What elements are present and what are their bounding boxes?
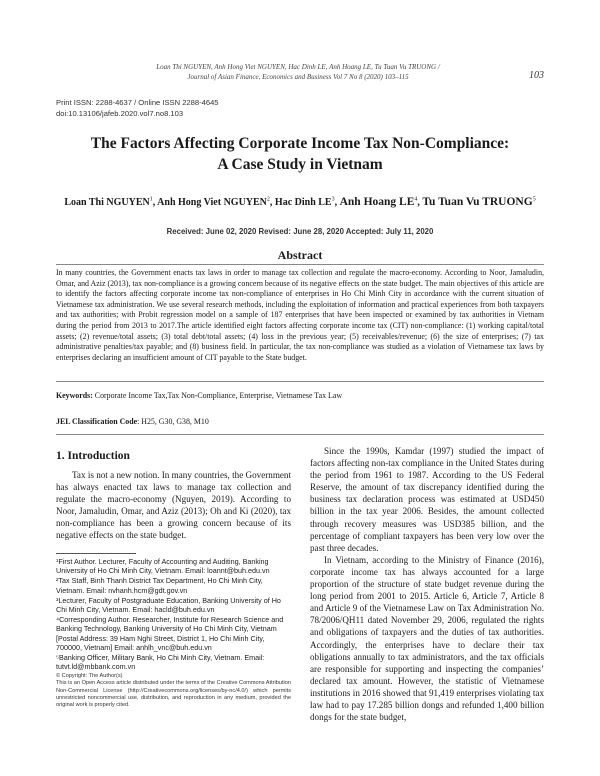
author-name: Anh Hong Viet NGUYEN	[157, 197, 267, 208]
abstract-text: In many countries, the Government enacts tax laws in order to manage tax collection and regulate the macro-economy. According to Noor, Jamaludin, Omar, and Aziz (2013), tax non-compliance is a growing concern because of its negative effects on the state budget. The main objectives of this article are to identify the factors affecting corporate income tax non-compliance of enterprises in Ho Chi Minh City in accordance with the current situation of Vietnamese tax administration. We use several research methods, including the exploitation of information and practical experiences from both taxpayers and tax authorities; with Probit regression model on a sample of 187 enterprises that have been inspected or examined by tax authorities in Vietnam during the period from 2013 to 2017.The article identified eight factors affecting corporate income tax (CIT) non-compliance: (1) working capital/total assets; (2) revenue/total assets; (3) total debt/total assets; (4) loss in the previous year; (5) receivables/revenue; (6) the size of enterprises; (7) tax administrative penalties/tax payable; and (8) business field. In particular, the tax non-compliance was studied as a violation of Vietnamese tax laws by enterprises declaring an insufficient amount of CIT payable to the State budget.	[56, 268, 544, 362]
footnotes	[56, 557, 291, 672]
copyright-notice	[56, 673, 291, 709]
keywords-label: Keywords:	[56, 391, 93, 400]
running-header-journal: Journal of Asian Finance, Economics and Business Vol 7 No 8 (2020) 103–115	[187, 73, 409, 81]
abstract-top-rule	[56, 264, 544, 265]
section-divider-rule	[56, 434, 544, 435]
keywords-text: Corporate Income Tax,Tax Non-Compliance, Enterprise, Vietnamese Tax Law	[92, 391, 343, 400]
paper-title-line-1: The Factors Affecting Corporate Income Tax Non-Compliance:	[90, 135, 510, 152]
author-affiliation-mark: 1	[149, 196, 153, 203]
body-paragraph: Since the 1990s, Kamdar (1997) studied the impact of factors affecting non-tax compliance in the United States during the period from 1961 to 1987. According to the US Federal Reserve, the amount of tax discrepancy identified during the business tax declaration process was estimated at USD450 billion in the tax year 2006. Besides, the amount collected through recovery measures was USD385 billion, and the percentage of compliant taxpayers has been very low over the past three decades.	[310, 446, 544, 553]
body-paragraph: In Vietnam, according to the Ministry of Finance (2016), corporate income tax has always accounted for a large proportion of the structure of state budget revenue during the long period from 2001 to 2015. Article 6, Article 7, Article 8 and Article 9 of the Vietnamese Law on Tax Administration No. 78/2006/QH11 dated November 29, 2006, regulated the rights and obligations of taxpayers and the duties of tax authorities. Accordingly, the enterprises have to declare their tax obligations annually to tax administrators, and the tax officials are responsible for supporting and inspecting the companies’ declared tax amount. However, the statistic of Vietnamese institutions in 2016 showed that 91,419 enterprises violating tax law had to pay 17.285 billion dongs and refunded 1,400 billion dongs for the state budget,	[310, 554, 544, 723]
author-affiliation-mark: 5	[532, 196, 536, 203]
copyright-line: © Copyright: The Author(s)	[56, 673, 123, 679]
footnote: ³Lecturer, Faculty of Postgraduate Education, Banking University of Ho Chi Minh City, Vietnam. Email: hacld@buh.edu.vn	[56, 595, 281, 615]
jel-classification	[56, 417, 544, 426]
abstract-heading: Abstract	[277, 248, 323, 262]
doi-line: doi:10.13106/jafeb.2020.vol7.no8.103	[56, 108, 184, 118]
paper-title-line-2: A Case Study in Vietnam	[217, 156, 383, 173]
author-name: Loan Thi NGUYEN	[64, 197, 150, 208]
footnote: ¹First Author. Lecturer, Faculty of Accounting and Auditing, Banking University of Ho Chi Minh City, Vietnam. Email: loannt@buh.edu.vn	[56, 557, 270, 576]
footnote: ⁵Banking Officer, Military Bank, Ho Chi Minh City, Vietnam. Email: tutvt.ld@mbbank.com.vn	[56, 653, 265, 672]
author-list: Loan Thi NGUYEN$^1$, Anh Hong Viet NGUYEN$^2$, Hac Dinh $LE^3$, Anh Hoang $LE^4$, Tu Tuan Vu TRUONG$^5$	[64, 196, 536, 208]
footnote: ²Tax Staff, Binh Thanh District Tax Department, Ho Chi Minh City, Vietnam. Email: nvhanh.hcm@gdt.gov.vn	[56, 576, 263, 595]
jel-label: JEL Classification Code	[56, 417, 138, 426]
page-number: 103	[529, 70, 544, 81]
author-name: Hac Dinh LE	[274, 197, 332, 208]
license-text: This is an Open Access article distributed under the terms of the Creative Commons Attribution Non-Commercial License (http://Creativecommons.org/licenses/by-nc/4.0/) which permits unrestricted noncommercial use, distribution, and reproduction in any medium, provided the original work is properly cited.	[56, 680, 291, 709]
right-column	[310, 445, 544, 723]
intro-paragraph: Tax is not a new notion. In many countries, the Government has always enacted tax laws to manage tax collection and regulate the macro-economy (Nguyen, 2019). According to Noor, Jamaludin, Omar, and Aziz (2013); Oh and Ki (2020), tax non-compliance has been a growing concern because of its negative effects on the state budget.	[56, 470, 291, 541]
running-header	[56, 62, 540, 82]
author-name: Tu Tuan Vu TRUONG	[422, 196, 533, 208]
issn-block	[56, 98, 219, 119]
footnote: ⁴Corresponding Author. Researcher, Institute for Research Science and Banking Technology, Banking University of Ho Chi Minh City, Vietnam [Postal Address: 39 Ham Nghi Street, District 1, Ho Chi Minh City, 700000, Vietnam] Email: anhlh_vnc@buh.edu.vn	[56, 615, 284, 652]
author-affiliation-mark: 2	[266, 196, 270, 203]
jel-codes: : H25, G30, G38, M10	[137, 417, 209, 426]
author-name: Anh Hoang LE	[339, 196, 415, 208]
running-header-authors: Loan Thi NGUYEN, Anh Hong Viet NGUYEN, Hac Dinh LE, Anh Hoang LE, Tu Tuan Vu TRUONG /	[156, 63, 440, 71]
issn-line: Print ISSN: 2288-4637 / Online ISSN 2288-4645	[56, 98, 219, 107]
author-affiliation-mark: 4	[414, 196, 418, 203]
author-affiliation-mark: 3	[331, 196, 335, 203]
keywords	[56, 391, 544, 400]
abstract-bottom-rule	[56, 381, 544, 382]
paper-title	[56, 133, 544, 175]
submission-dates: Received: June 02, 2020 Revised: June 28, 2020 Accepted: July 11, 2020	[166, 227, 434, 236]
footnote-rule	[56, 553, 136, 554]
section-heading: 1. Introduction	[56, 450, 130, 462]
